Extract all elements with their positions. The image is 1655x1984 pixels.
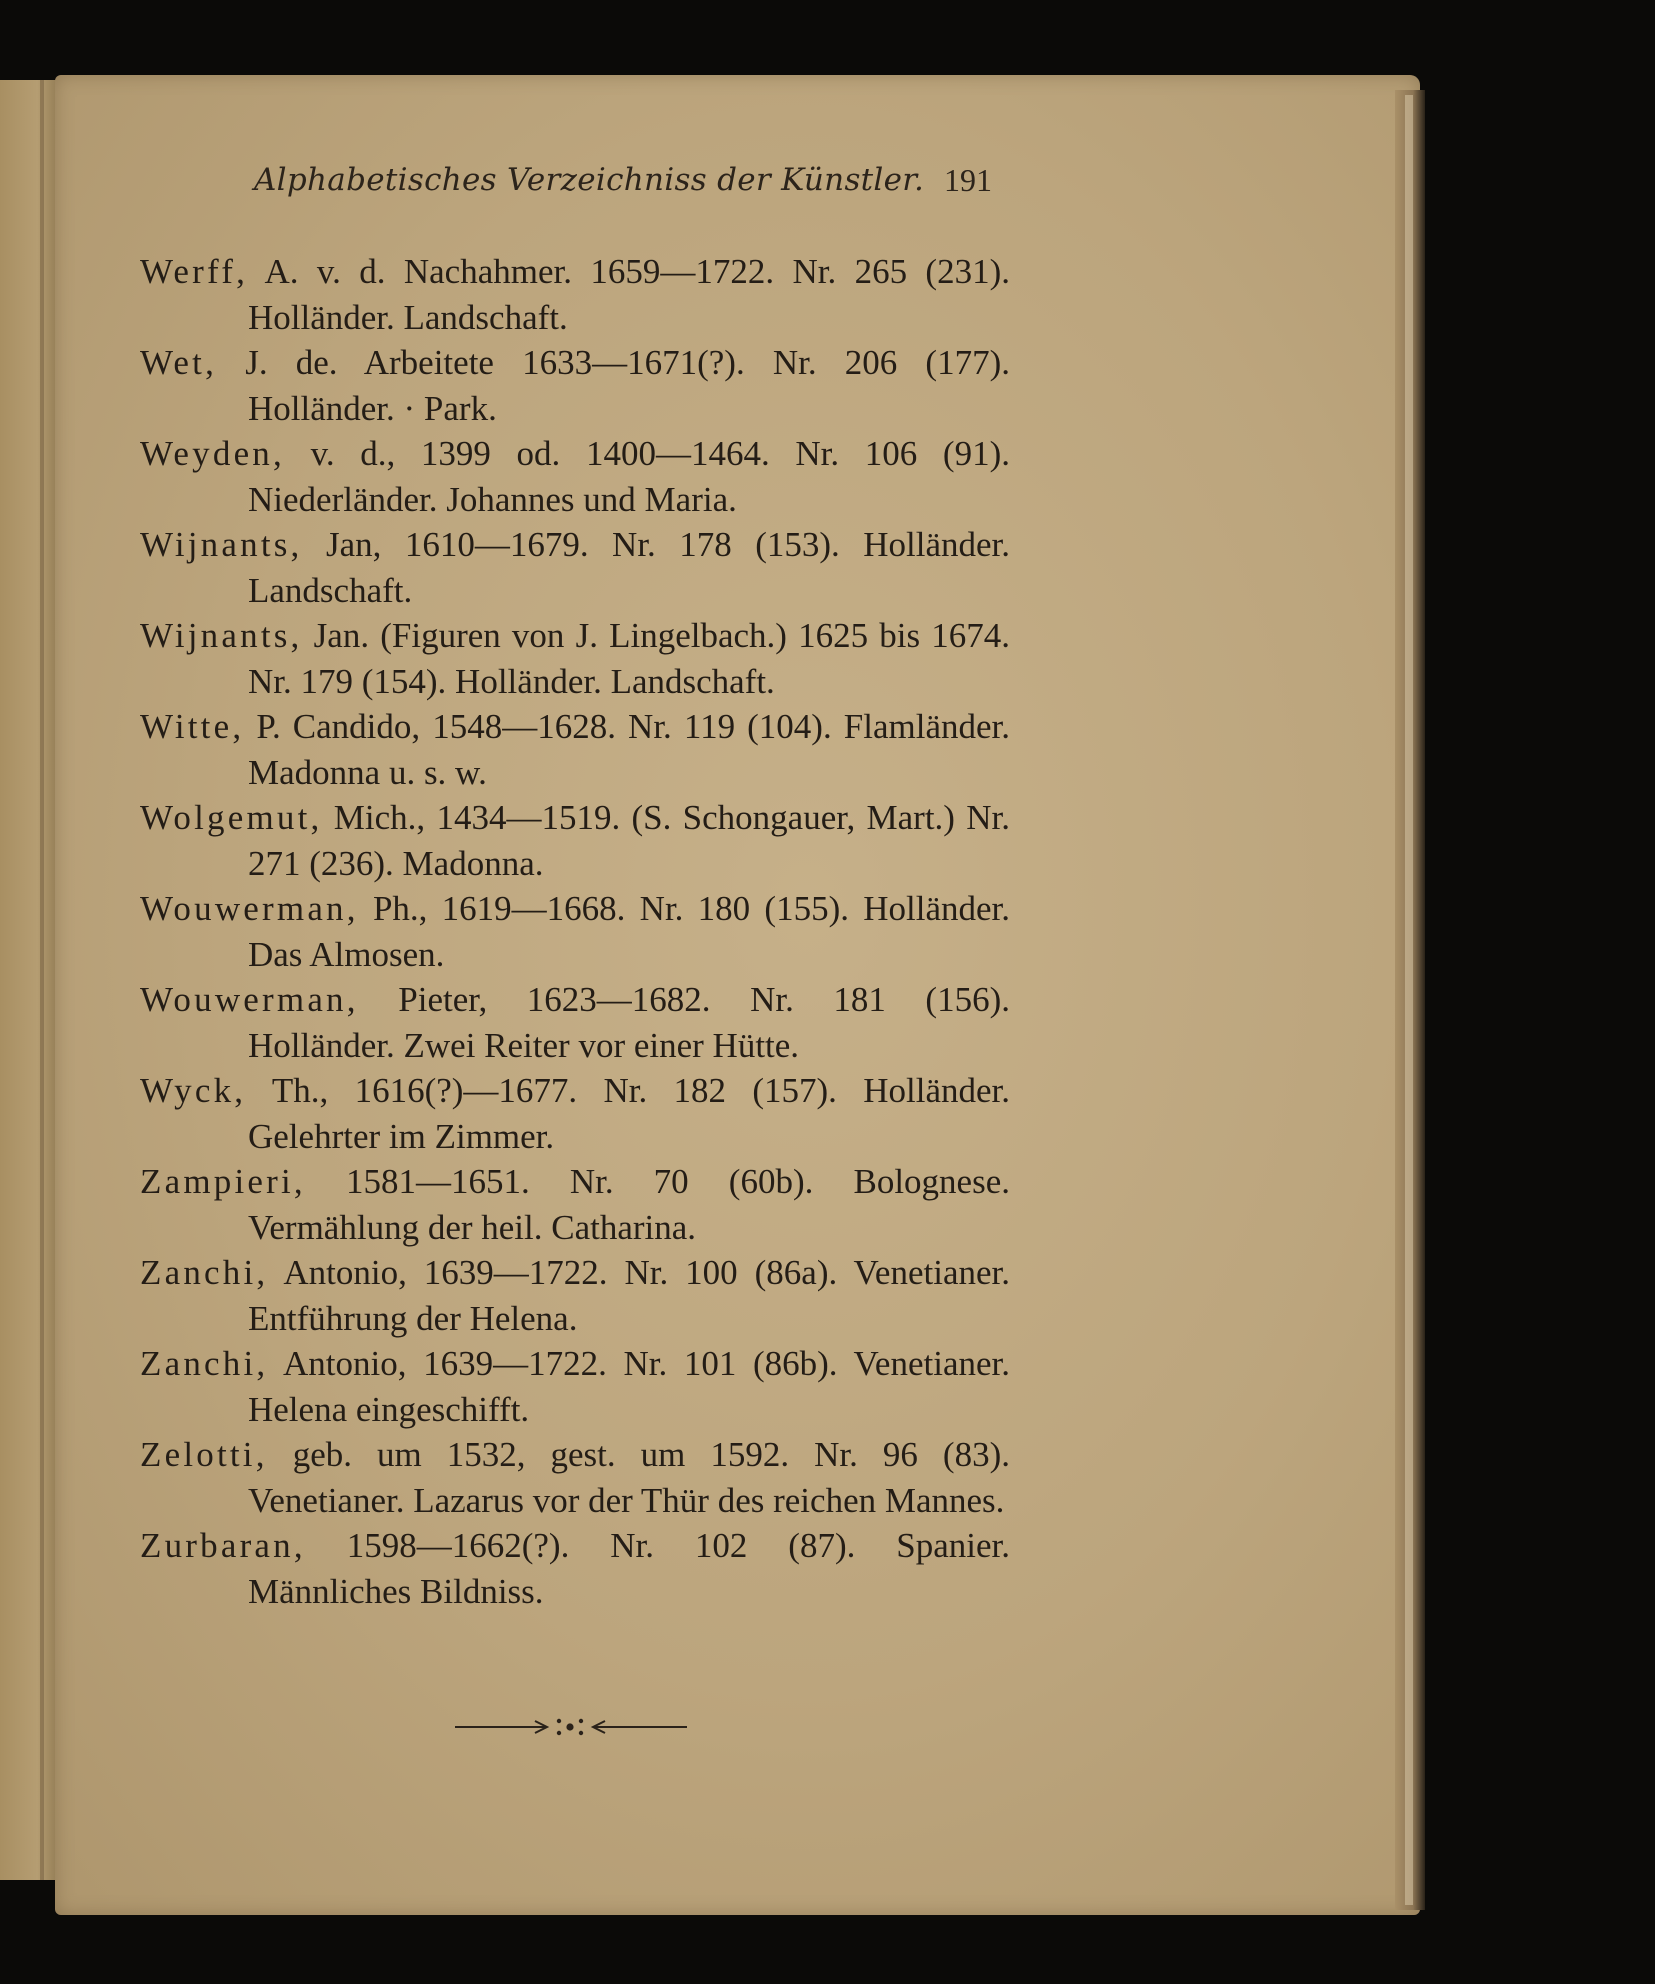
- index-entry: [140, 795, 1010, 886]
- artist-name: Wijnants,: [140, 616, 303, 655]
- artist-name: Zampieri,: [140, 1162, 306, 1201]
- entry-text: Th., 1616(?)—1677. Nr. 182 (157). Holländer. Gelehrter im Zimmer.: [246, 1071, 1010, 1156]
- entry-text: 1598—1662(?). Nr. 102 (87). Spanier. Männliches Bildniss.: [248, 1526, 1010, 1611]
- artist-name: Wijnants,: [140, 525, 303, 564]
- artist-index-list: [140, 249, 1010, 1614]
- entry-text: Ph., 1619—1668. Nr. 180 (155). Holländer. Das Almosen.: [248, 889, 1010, 974]
- entry-text: Antonio, 1639—1722. Nr. 101 (86b). Venetianer. Helena eingeschifft.: [248, 1344, 1010, 1429]
- artist-name: Werff,: [140, 252, 249, 291]
- entry-text: Pieter, 1623—1682. Nr. 181 (156). Holländer. Zwei Reiter vor einer Hütte.: [248, 980, 1010, 1065]
- running-title: Alphabetisches Verzeichniss der Künstler.: [254, 162, 925, 198]
- entry-text: J. de. Arbeitete 1633—1671(?). Nr. 206 (177). Holländer. · Park.: [217, 343, 1010, 428]
- index-entry: [140, 522, 1010, 613]
- index-entry: [140, 613, 1010, 704]
- artist-name: Zurbaran,: [140, 1526, 306, 1565]
- page-header: [0, 162, 1655, 212]
- binding-strip: [1405, 95, 1413, 1905]
- artist-name: Wyck,: [140, 1071, 247, 1110]
- index-entry: [140, 1068, 1010, 1159]
- index-entry: [140, 1159, 1010, 1250]
- entry-text: A. v. d. Nachahmer. 1659—1722. Nr. 265 (231). Holländer. Landschaft.: [248, 252, 1010, 337]
- entry-text: Antonio, 1639—1722. Nr. 100 (86a). Venetianer. Entführung der Helena.: [248, 1253, 1010, 1338]
- entry-text: P. Candido, 1548—1628. Nr. 119 (104). Flamländer. Madonna u. s. w.: [244, 707, 1010, 792]
- entry-text: Jan. (Figuren von J. Lingelbach.) 1625 bis 1674. Nr. 179 (154). Holländer. Landschaft.: [248, 616, 1010, 701]
- artist-name: Zanchi,: [140, 1253, 269, 1292]
- artist-name: Wolgemut,: [140, 798, 323, 837]
- artist-name: Wouwerman,: [140, 889, 359, 928]
- index-entry: [140, 1432, 1010, 1523]
- entry-text: Mich., 1434—1519. (S. Schongauer, Mart.) Nr. 271 (236). Madonna.: [248, 798, 1010, 883]
- end-ornament-icon: [455, 1712, 695, 1742]
- entry-text: 1581—1651. Nr. 70 (60b). Bolognese. Vermählung der heil. Catharina.: [248, 1162, 1010, 1247]
- index-entry: [140, 431, 1010, 522]
- artist-name: Wouwerman,: [140, 980, 359, 1019]
- entry-text: v. d., 1399 od. 1400—1464. Nr. 106 (91). Niederländer. Johannes und Maria.: [248, 434, 1010, 519]
- index-entry: [140, 704, 1010, 795]
- index-entry: [140, 1250, 1010, 1341]
- index-entry: [140, 249, 1010, 340]
- facing-page-edge: [0, 80, 62, 1880]
- index-entry: [140, 977, 1010, 1068]
- index-entry: [140, 1341, 1010, 1432]
- entry-text: geb. um 1532, gest. um 1592. Nr. 96 (83). Venetianer. Lazarus vor der Thür des reichen Mannes.: [248, 1435, 1010, 1520]
- artist-name: Witte,: [140, 707, 245, 746]
- index-entry: [140, 340, 1010, 431]
- facing-page-shadow: [40, 80, 44, 1880]
- artist-name: Wet,: [140, 343, 218, 382]
- entry-text: Jan, 1610—1679. Nr. 178 (153). Holländer. Landschaft.: [248, 525, 1010, 610]
- index-entry: [140, 886, 1010, 977]
- artist-name: Zelotti,: [140, 1435, 268, 1474]
- artist-name: Weyden,: [140, 434, 285, 473]
- artist-name: Zanchi,: [140, 1344, 269, 1383]
- index-entry: [140, 1523, 1010, 1614]
- page-number: 191: [944, 162, 992, 198]
